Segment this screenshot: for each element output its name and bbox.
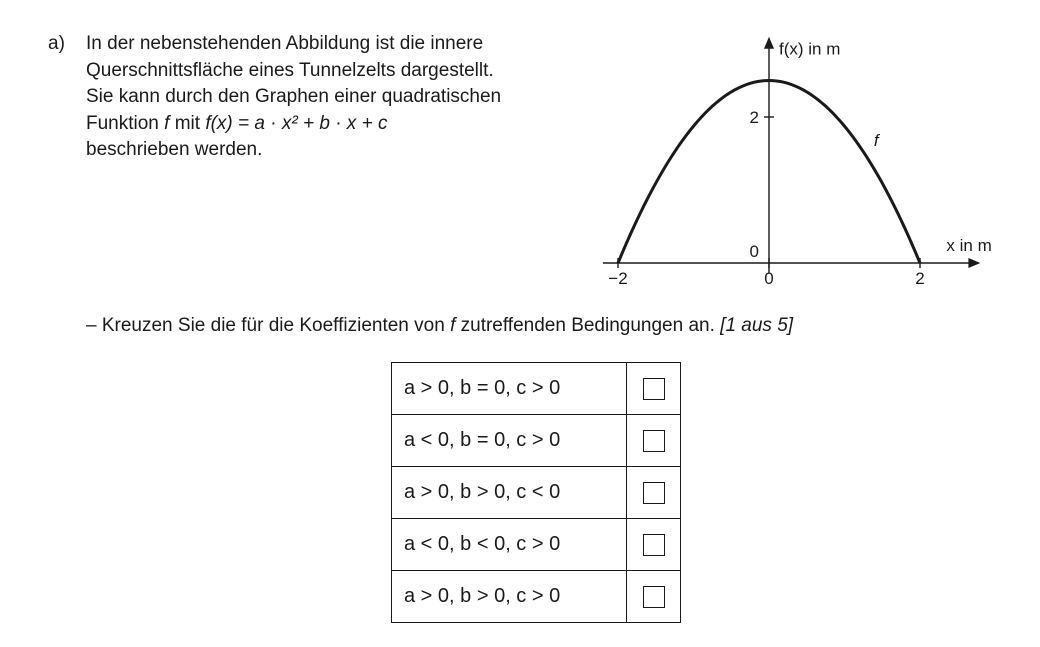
checkbox-cell	[627, 467, 681, 519]
x-axis-label: x in m	[946, 236, 992, 255]
answer-row	[392, 363, 681, 415]
curve-label: f	[873, 131, 879, 151]
x-tick-label: 0	[764, 269, 774, 288]
condition-label: a > 0, b > 0, c > 0	[392, 571, 627, 623]
answer-table	[391, 362, 681, 623]
instruction	[86, 315, 793, 337]
task-line-4-prefix: Funktion	[86, 112, 159, 134]
task-line-3: Sie kann durch den Graphen einer quadratischen	[86, 86, 502, 107]
instruction-suffix: zutreffenden Bedingungen an.	[460, 315, 715, 336]
checkbox-cell	[627, 571, 681, 623]
x-tick-label: 2	[915, 269, 925, 288]
answer-checkbox-5[interactable]	[643, 586, 665, 608]
checkbox-cell	[627, 519, 681, 571]
task-line-2: Querschnittsfläche eines Tunnelzelts dargestellt.	[86, 59, 494, 81]
task-line-4-mid: mit	[174, 112, 201, 134]
task-label: a)	[48, 33, 65, 54]
answer-checkbox-2[interactable]	[643, 430, 665, 452]
origin-label: 0	[749, 242, 759, 261]
instruction-prefix: – Kreuzen Sie die für die Koeffizienten von	[86, 315, 445, 336]
answer-row	[392, 519, 681, 571]
task-line-1: In der nebenstehenden Abbildung ist die innere	[86, 33, 484, 54]
condition-label: a < 0, b < 0, c > 0	[392, 519, 627, 571]
answer-row	[392, 415, 681, 467]
checkbox-cell	[627, 363, 681, 415]
x-tick-label: −2	[608, 269, 628, 288]
instruction-hint: [1 aus 5]	[720, 315, 794, 336]
checkbox-cell	[627, 415, 681, 467]
condition-label: a > 0, b = 0, c > 0	[392, 363, 627, 415]
condition-label: a < 0, b = 0, c > 0	[392, 415, 627, 467]
y-axis-arrow	[764, 37, 774, 49]
y-tick-label: 2	[749, 108, 759, 127]
answer-row	[392, 571, 681, 623]
answer-row	[392, 467, 681, 519]
function-formula: f(x) = a · x² + b · x + c	[205, 112, 388, 134]
answer-checkbox-4[interactable]	[643, 534, 665, 556]
y-axis-label: f(x) in m	[779, 39, 841, 59]
function-graph	[0, 0, 1040, 300]
x-axis-arrow	[968, 258, 980, 268]
y-ticks	[750, 108, 774, 127]
instruction-function-name: f	[450, 315, 456, 336]
function-name: f	[164, 112, 170, 134]
condition-label: a > 0, b > 0, c < 0	[392, 467, 627, 519]
answer-checkbox-1[interactable]	[643, 378, 665, 400]
answer-checkbox-3[interactable]	[643, 482, 665, 504]
task-line-5: beschrieben werden.	[86, 139, 263, 160]
